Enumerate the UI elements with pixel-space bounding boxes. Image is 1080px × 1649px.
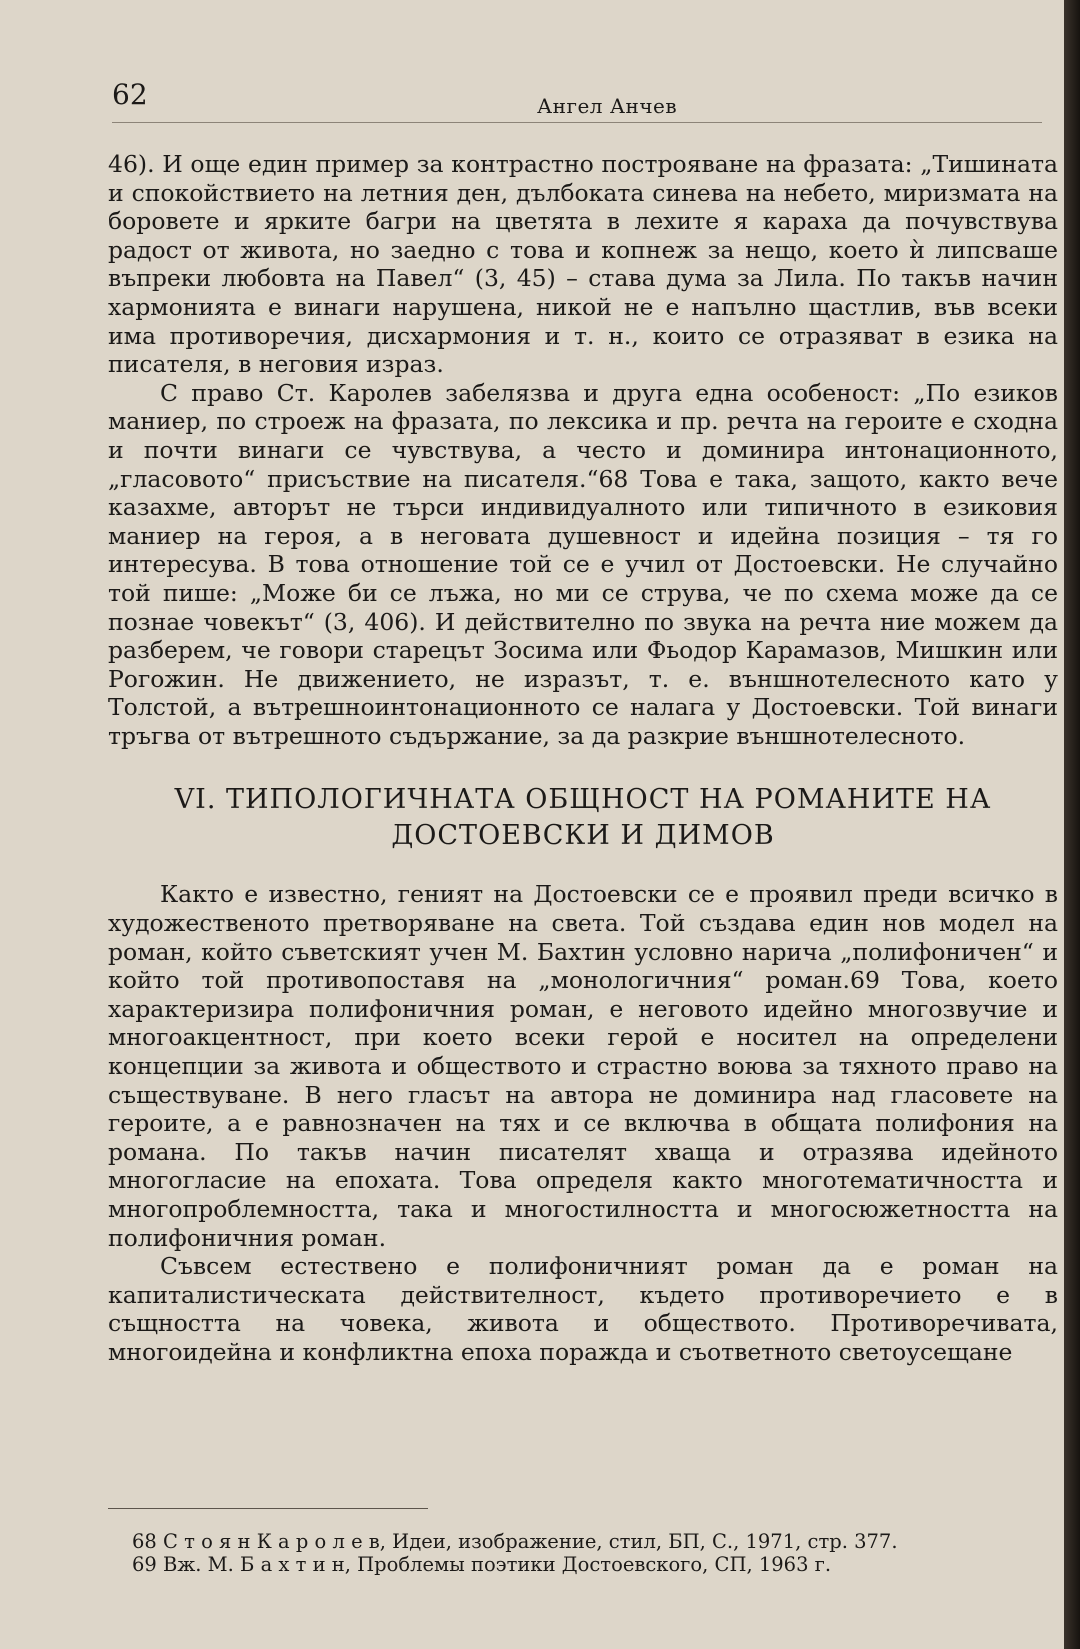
book-spine-edge — [1064, 0, 1080, 1649]
footnote: 68 С т о я н К а р о л е в, Идеи, изображение, стил, БП, С., 1971, стр. 377. — [132, 1530, 898, 1553]
page-number: 62 — [112, 78, 148, 111]
paragraph: Както е известно, геният на Достоевски се е проявил преди всичко в художественото претворяване на света. Той създава един нов модел на роман, който съветският учен М. Бахтин условно нарича „полифоничен“ и който той противопоставя на „монологичния“ роман.69 Това, което характеризира полифоничния роман, е неговото идейно многозвучие и многоакцентност, при което всеки герой е носител на определени концепции за живота и обществото и страстно воюва за тяхното право на съществуване. В него гласът на автора не доминира над гласовете на героите, а е равнозначен на тях и се включва в общата полифония на романа. По такъв начин писателят хваща и отразява идейното многогласие на епохата. Това определя както многотематичността и многопроблемността, така и многостилността и многосюжетността на полифоничния роман. — [108, 880, 1058, 1252]
paragraph: С право Ст. Каролев забелязва и друга една особеност: „По езиков маниер, по строеж на фразата, по лексика и пр. речта на героите е сходна и почти винаги се чувствува, а често и доминира интонационното, „гласовото“ присъствие на писателя.“68 Това е така, защото, както вече казахме, авторът не търси индивидуалното или типичното в езиковия маниер на героя, а в неговата душевност и идейна позиция – тя го интересува. В това отношение той се е учил от Достоевски. Не случайно той пише: „Може би се лъжа, но ми се струва, че по схема може да се познае човекът“ (3, 406). И действително по звука на речта ние можем да разберем, че говори старецът Зосима или Фьодор Карамазов, Мишкин или Рогожин. Не движението, не изразът, т. е. външнотелесното като у Толстой, а вътрешноинтонационното се налага у Достоевски. Той винаги тръгва от вътрешното съдържание, за да разкрие външнотелесното. — [108, 378, 1058, 750]
page-header — [112, 78, 1042, 123]
footnotes — [132, 1530, 1032, 1576]
section-title — [108, 782, 1058, 854]
footnote-divider — [108, 1508, 428, 1509]
section-title-line: ДОСТОЕВСКИ И ДИМОВ — [391, 820, 775, 852]
section-title-line: VI. ТИПОЛОГИЧНАТА ОБЩНОСТ НА РОМАНИТЕ НА — [174, 784, 992, 816]
footnote: 69 Вж. М. Б а х т и н, Проблемы поэтики Достоевского, СП, 1963 г. — [132, 1553, 832, 1576]
paragraph: 46). И още един пример за контрастно построяване на фразата: „Тишината и спокойствието на летния ден, дълбоката синева на небето, миризмата на боровете и ярките багри на цветята в лехите я караха да почувствува радост от живота, но заедно с това и копнеж за нещо, което ѝ липсваше въпреки любовта на Павел“ (3, 45) – става дума за Лила. По такъв начин хармонията е винаги нарушена, никой не е напълно щастлив, във всеки има противоречия, дисхармония и т. н., които се отразяват в езика на писателя, в неговия израз. — [108, 150, 1058, 379]
body-text — [108, 150, 1058, 1367]
running-head: Ангел Анчев — [537, 94, 678, 118]
paragraph: Съвсем естествено е полифоничният роман да е роман на капиталистическата действителност, където противоречието е в същността на човека, живота и обществото. Противоречивата, многоидейна и конфликтна епоха поражда и съответното светоусещане — [108, 1252, 1058, 1366]
